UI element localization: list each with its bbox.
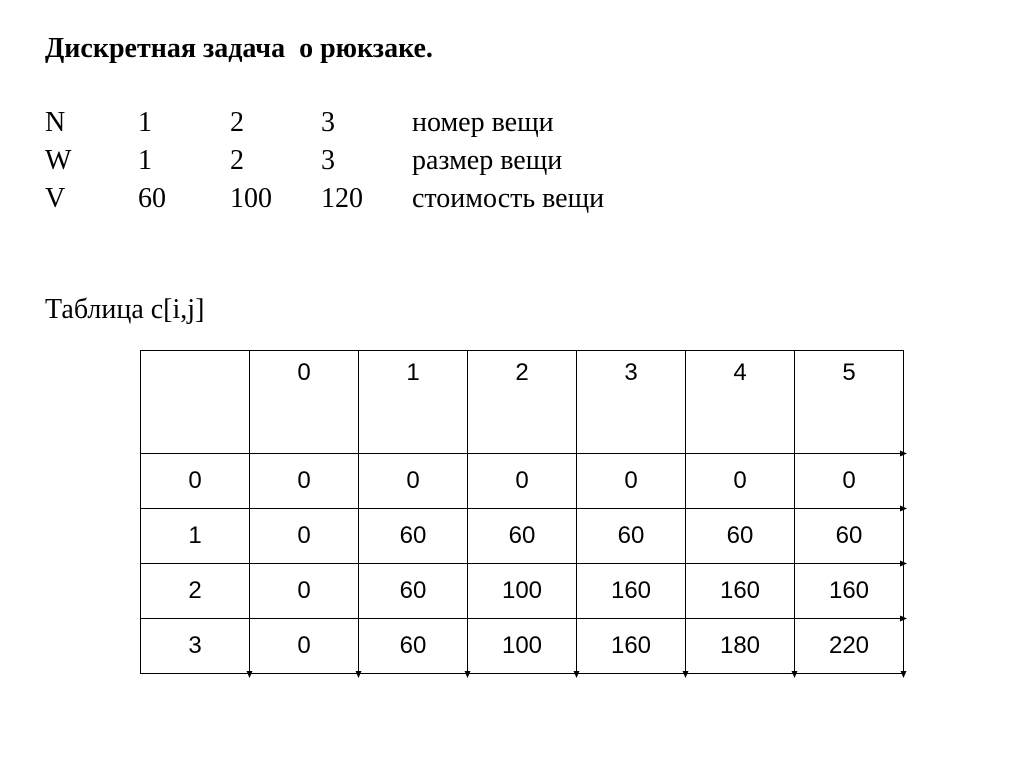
column-header-cell: 1: [359, 351, 468, 454]
param-description: стоимость вещи: [412, 183, 605, 214]
table-cell: 0: [468, 454, 577, 509]
table-cell: 60: [468, 509, 577, 564]
table-row: [141, 454, 904, 509]
table-row: [141, 564, 904, 619]
param-value: 2: [230, 145, 244, 176]
table-cell: 160: [577, 564, 686, 619]
table-cell: 180: [686, 619, 795, 674]
table-cell: 0: [686, 454, 795, 509]
corner-cell: [141, 351, 250, 454]
row-header-cell: 3: [141, 619, 250, 674]
param-symbol: V: [45, 183, 66, 214]
table-cell: 0: [359, 454, 468, 509]
table-header-row: [141, 351, 904, 454]
table-cell: 60: [359, 619, 468, 674]
column-header-cell: 0: [250, 351, 359, 454]
column-header-cell: 3: [577, 351, 686, 454]
param-value: 3: [321, 145, 335, 176]
param-value: 3: [321, 107, 335, 138]
table-cell: 160: [686, 564, 795, 619]
param-symbol: W: [45, 145, 72, 176]
param-value: 1: [138, 145, 152, 176]
table-row: [141, 509, 904, 564]
table-cell: 60: [686, 509, 795, 564]
row-header-cell: 1: [141, 509, 250, 564]
dp-table: [140, 350, 904, 674]
table-cell: 0: [250, 454, 359, 509]
table-cell: 100: [468, 564, 577, 619]
table-cell: 0: [795, 454, 904, 509]
table-cell: 160: [795, 564, 904, 619]
param-value: 120: [321, 183, 363, 214]
table-cell: 0: [250, 564, 359, 619]
param-value: 2: [230, 107, 244, 138]
table-cell: 60: [359, 564, 468, 619]
table-cell: 60: [795, 509, 904, 564]
param-symbol: N: [45, 107, 66, 138]
table-cell: 0: [250, 509, 359, 564]
table-title: Таблица c[i,j]: [45, 294, 205, 325]
column-header-cell: 2: [468, 351, 577, 454]
page-title: Дискретная задача о рюкзаке.: [45, 33, 433, 64]
param-description: размер вещи: [412, 145, 563, 176]
param-value: 60: [138, 183, 166, 214]
param-description: номер вещи: [412, 107, 554, 138]
table-cell: 0: [250, 619, 359, 674]
row-header-cell: 2: [141, 564, 250, 619]
table-cell: 60: [577, 509, 686, 564]
column-header-cell: 4: [686, 351, 795, 454]
table-cell: 60: [359, 509, 468, 564]
table-cell: 100: [468, 619, 577, 674]
table-cell: 220: [795, 619, 904, 674]
param-value: 100: [230, 183, 272, 214]
param-value: 1: [138, 107, 152, 138]
table-row: [141, 619, 904, 674]
dp-table-wrapper: [140, 350, 904, 674]
table-cell: 160: [577, 619, 686, 674]
column-header-cell: 5: [795, 351, 904, 454]
row-header-cell: 0: [141, 454, 250, 509]
table-cell: 0: [577, 454, 686, 509]
